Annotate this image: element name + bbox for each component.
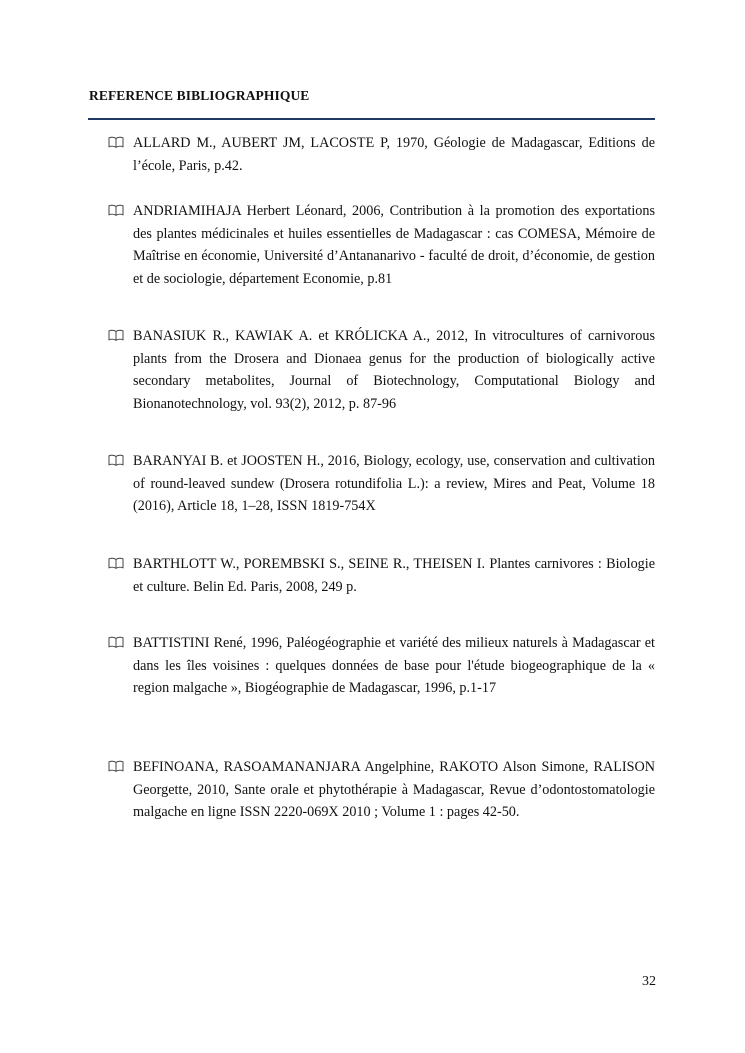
- heading-divider: [88, 118, 655, 120]
- open-book-icon: [108, 760, 124, 772]
- reference-item: [108, 553, 655, 598]
- reference-item: [108, 450, 655, 518]
- open-book-icon: [108, 204, 124, 216]
- reference-item: [108, 325, 655, 415]
- open-book-icon: [108, 329, 124, 341]
- reference-text: BARTHLOTT W., POREMBSKI S., SEINE R., THEISEN I. Plantes carnivores : Biologie et culture. Belin Ed. Paris, 2008, 249 p.: [133, 556, 655, 595]
- reference-item: [108, 132, 655, 177]
- reference-item: [108, 632, 655, 700]
- reference-text: BARANYAI B. et JOOSTEN H., 2016, Biology, ecology, use, conservation and cultivation of round-leaved sundew (Drosera rotundifolia L.): a review, Mires and Peat, Volume 18 (2016), Article 18, 1–28, ISSN 1819-754X: [133, 453, 655, 515]
- reference-text: BEFINOANA, RASOAMANANJARA Angelphine, RAKOTO Alson Simone, RALISON Georgette, 2010, Sante orale et phytothérapie à Madagascar, Revue d’odontostomatologie malgache en ligne ISSN 2220-069X 2010 ; Volume 1 : pages 42-50.: [133, 759, 655, 821]
- reference-item: [108, 756, 655, 824]
- open-book-icon: [108, 136, 124, 148]
- reference-item: [108, 200, 655, 290]
- reference-text: ANDRIAMIHAJA Herbert Léonard, 2006, Contribution à la promotion des exportations des plantes médicinales et huiles essentielles de Madagascar : cas COMESA, Mémoire de Maîtrise en économie, Université d’Antananarivo - faculté de droit, d’économie, de gestion et de sociologie, département Economie, p.81: [133, 203, 655, 287]
- open-book-icon: [108, 454, 124, 466]
- reference-text: ALLARD M., AUBERT JM, LACOSTE P, 1970, Géologie de Madagascar, Editions de l’école, Paris, p.42.: [133, 135, 655, 174]
- open-book-icon: [108, 636, 124, 648]
- reference-text: BATTISTINI René, 1996, Paléogéographie et variété des milieux naturels à Madagascar et dans les îles voisines : quelques données de base pour l'étude biogeographique de la « region malgache », Biogéographie de Madagascar, 1996, p.1-17: [133, 635, 655, 697]
- reference-text: BANASIUK R., KAWIAK A. et KRÓLICKA A., 2012, In vitrocultures of carnivorous plants from the Drosera and Dionaea genus for the production of biologically active secondary metabolites, Journal of Biotechnology, Computational Biology and Bionanotechnology, vol. 93(2), 2012, p. 87-96: [133, 328, 655, 412]
- page-number: 32: [642, 974, 656, 989]
- page-title: REFERENCE BIBLIOGRAPHIQUE: [89, 88, 310, 103]
- open-book-icon: [108, 557, 124, 569]
